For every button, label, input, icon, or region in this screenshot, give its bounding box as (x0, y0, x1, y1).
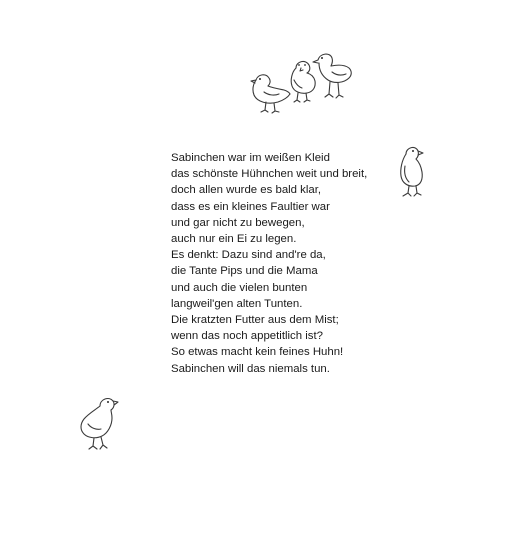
poem-line: wenn das noch appetitlich ist? (171, 330, 323, 343)
poem-line: Es denkt: Dazu sind and're da, (171, 249, 326, 262)
poem-line: dass es ein kleines Faultier war (171, 200, 330, 213)
poem-line: und gar nicht zu bewegen, (171, 216, 305, 229)
poem-line: und auch die vielen bunten (171, 281, 308, 294)
poem-line: Die kratzten Futter aus dem Mist; (171, 314, 339, 327)
poem (171, 150, 401, 377)
poem-line: das schönste Hühnchen weit und breit, (171, 168, 368, 181)
chick-sketch-icon (76, 392, 122, 452)
poem-line: So etwas macht kein feines Huhn! (171, 346, 344, 359)
poem-line: langweil'gen alten Tunten. (171, 297, 303, 310)
chick-sketch-icon (312, 50, 356, 106)
poem-line: auch nur ein Ei zu legen. (171, 233, 297, 246)
poem-line: die Tante Pips und die Mama (171, 265, 318, 278)
poem-line: Sabinchen will das niemals tun. (171, 362, 330, 375)
poem-line: Sabinchen war im weißen Kleid (171, 152, 330, 164)
poem-line: doch allen wurde es bald klar, (171, 184, 322, 197)
